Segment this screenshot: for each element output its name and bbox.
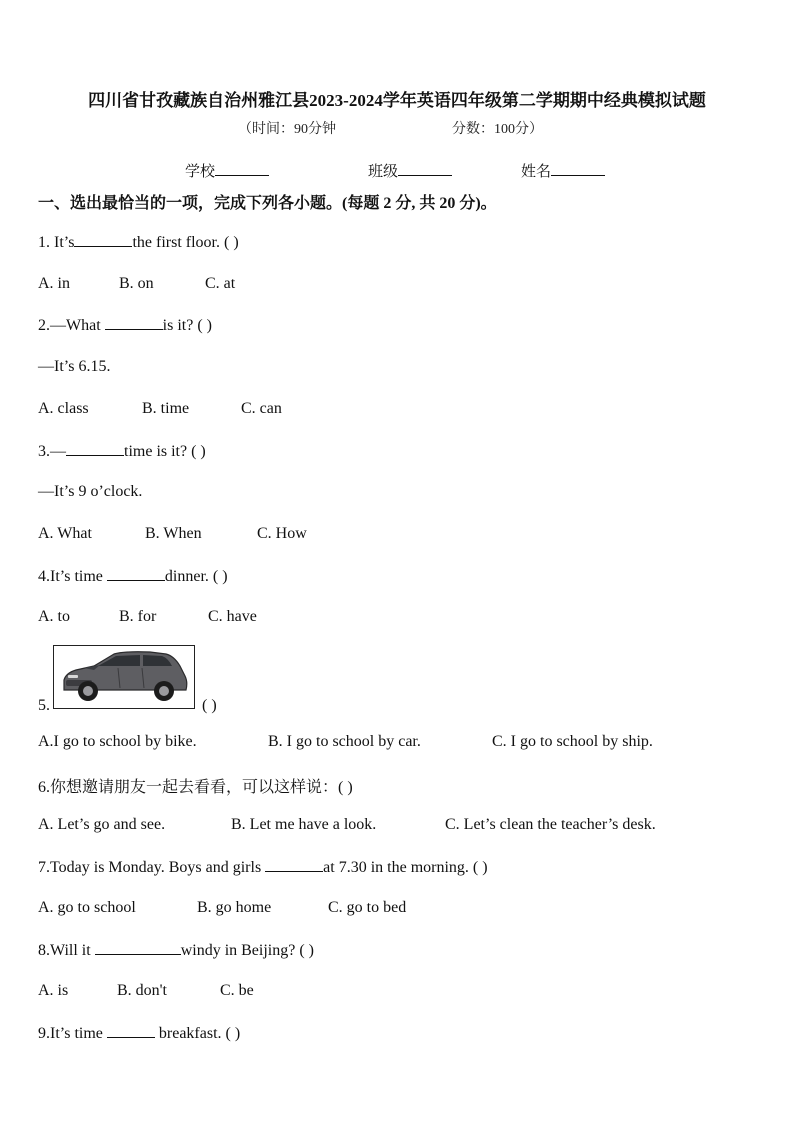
question-text-post: is it? ( ) (162, 317, 212, 334)
name-field (521, 160, 605, 181)
question-text-pre: It’s time (50, 568, 103, 585)
question-text-pre: It’s time (50, 1025, 103, 1042)
option-b: B. go home (197, 899, 272, 916)
car-picture (53, 645, 195, 709)
option-c: C. be (220, 982, 254, 999)
question-text-pre: Today is Monday. Boys and girls (50, 859, 262, 876)
option-a: A. What (38, 525, 92, 542)
option-a: A. in (38, 275, 70, 292)
question-text-pre: Will it (50, 942, 91, 959)
name-label: 姓名 (521, 164, 552, 180)
question-number: 4. (38, 568, 50, 585)
answer-blank[interactable] (66, 442, 124, 456)
question-7 (38, 858, 488, 877)
question-number: 2. (38, 317, 50, 334)
option-b: B. When (145, 525, 202, 542)
option-b: B. time (142, 400, 190, 417)
question-text-pre: It’s (50, 234, 75, 251)
answer-blank[interactable] (74, 233, 132, 247)
answer-blank[interactable] (265, 858, 323, 872)
class-blank[interactable] (398, 161, 452, 176)
question-5-number: 5. (38, 697, 50, 714)
question-text-post: breakfast. ( ) (158, 1025, 241, 1042)
option-a: A. to (38, 608, 70, 625)
option-c: C. Let’s clean the teacher’s desk. (445, 816, 656, 833)
school-field (185, 160, 269, 181)
exam-score: 分数：100分） (452, 122, 543, 137)
question-5-paren[interactable]: ( ) (202, 697, 217, 714)
option-a: A. Let’s go and see. (38, 816, 166, 833)
question-4 (38, 567, 228, 586)
question-3 (38, 442, 206, 461)
question-8 (38, 941, 314, 960)
question-3-answer: —It’s 9 o’clock. (38, 483, 143, 500)
answer-blank[interactable] (105, 316, 163, 330)
option-b: B. Let me have a look. (231, 816, 377, 833)
car-icon (54, 646, 194, 708)
question-text-post: the first floor. ( ) (132, 234, 239, 251)
question-number: 8. (38, 942, 50, 959)
question-number: 1. (38, 234, 50, 251)
question-text-post: dinner. ( ) (164, 568, 228, 585)
exam-time: （时间：90分钟 (238, 122, 336, 137)
option-b: B. for (119, 608, 157, 625)
school-blank[interactable] (215, 161, 269, 176)
question-number: 6. (38, 779, 50, 796)
question-text-pre: —What (50, 317, 101, 334)
answer-blank[interactable] (107, 567, 165, 581)
question-text-post: windy in Beijing? ( ) (180, 942, 314, 959)
option-a: A. is (38, 982, 69, 999)
answer-blank[interactable] (95, 941, 181, 955)
option-c: C. How (257, 525, 307, 542)
question-6 (38, 774, 353, 797)
question-2 (38, 316, 212, 335)
question-2-answer: —It’s 6.15. (38, 358, 111, 375)
option-a: A. class (38, 400, 89, 417)
exam-title: 四川省甘孜藏族自治州雅江县2023-2024学年英语四年级第二学期期中经典模拟试题 (88, 91, 706, 110)
class-field (368, 160, 452, 181)
question-text-pre: — (50, 443, 66, 460)
question-text-post: time is it? ( ) (124, 443, 206, 460)
name-blank[interactable] (551, 161, 605, 176)
option-b: B. don't (117, 982, 167, 999)
question-text-pre: 你想邀请朋友一起去看看，可以这样说：( ) (50, 779, 353, 796)
school-label: 学校 (185, 164, 216, 180)
question-9 (38, 1024, 240, 1043)
question-number: 3. (38, 443, 50, 460)
option-b: B. I go to school by car. (268, 733, 421, 750)
option-c: C. go to bed (328, 899, 407, 916)
question-number: 7. (38, 859, 50, 876)
answer-blank[interactable] (107, 1024, 155, 1038)
option-a: A. go to school (38, 899, 136, 916)
class-label: 班级 (368, 164, 399, 180)
option-c: C. I go to school by ship. (492, 733, 653, 750)
question-1 (38, 233, 239, 252)
option-c: C. at (205, 275, 236, 292)
option-b: B. on (119, 275, 154, 292)
question-text-post: at 7.30 in the morning. ( ) (323, 859, 488, 876)
section-heading: 一、选出最恰当的一项，完成下列各小题。(每题 2 分, 共 20 分)。 (38, 195, 497, 212)
option-c: C. have (208, 608, 257, 625)
question-number: 9. (38, 1025, 50, 1042)
option-c: C. can (241, 400, 282, 417)
option-a: A.I go to school by bike. (38, 733, 197, 750)
